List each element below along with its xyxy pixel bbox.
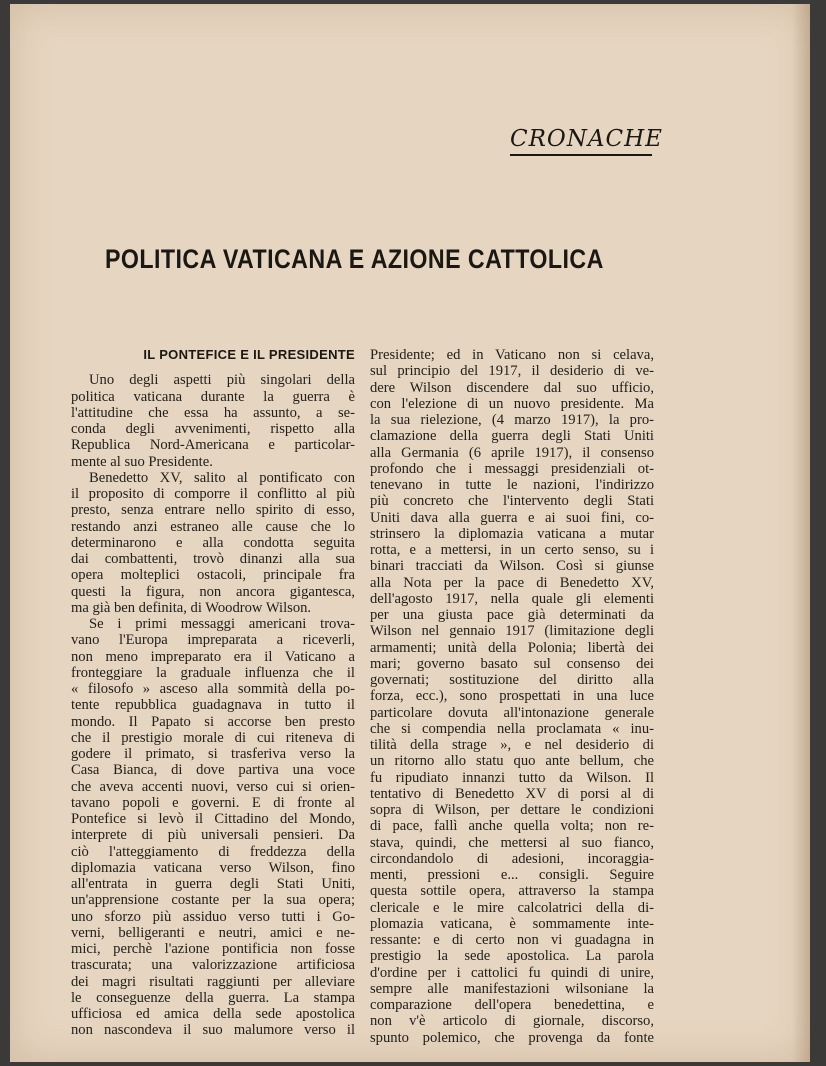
text-line: presto, senza entrare nello spirito di esso, xyxy=(71,502,355,519)
article-subtitle: IL PONTEFICE E IL PRESIDENTE xyxy=(143,347,355,362)
text-line: sempre alle manifestazioni wilsoniane la xyxy=(370,980,654,997)
text-line: fu ripudiato innanzi tutto da Wilson. Il xyxy=(370,769,654,786)
text-line: politica vaticana durante la guerra è xyxy=(71,388,355,405)
text-line: mari; governo basato sul consenso dei xyxy=(370,655,654,672)
text-line: conda degli avvenimenti, rispetto alla xyxy=(71,421,355,437)
text-line: ressante: e di certo non vi guadagna in xyxy=(370,932,654,948)
text-line: comparazione dell'opera benedettina, e xyxy=(370,997,654,1013)
text-line: Presidente; ed in Vaticano non si celava, xyxy=(370,347,654,363)
text-line: non nascondeva il suo malumore verso il xyxy=(71,1022,355,1039)
text-line: fronteggiare la graduale influenza che il xyxy=(71,664,355,681)
text-line: questi la figura, non ancora gigantesca, xyxy=(71,583,355,600)
text-line: che si compendia nella proclamata « inu- xyxy=(370,720,654,737)
left-column-text xyxy=(71,372,355,1038)
text-line: di pace, fallì anche quella volta; non re- xyxy=(370,818,654,835)
text-line: il proposito di comporre il conflitto al più xyxy=(71,486,355,502)
text-line: tentativo di Benedetto XV di porsi al di xyxy=(370,785,654,802)
text-line: uno sforzo più assiduo verso tutti i Go- xyxy=(71,908,355,925)
text-line: all'entrata in guerra degli Stati Uniti, xyxy=(71,876,355,892)
text-line: Uno degli aspetti più singolari della xyxy=(89,372,355,389)
text-line: diplomazia vaticana verso Wilson, fino xyxy=(71,859,355,876)
text-line: dell'agosto 1917, nella quale gli elementi xyxy=(370,590,654,607)
text-line: con l'elezione di un nuovo presidente. Ma xyxy=(370,395,654,412)
text-line: per una giusta pace già determinati da xyxy=(370,607,654,623)
text-line: tente repubblica guadagnava in tutto il xyxy=(71,697,355,714)
text-line: Se i primi messaggi americani trova- xyxy=(89,616,355,632)
text-line: l'attitudine che essa ha assunto, a se- xyxy=(71,404,355,421)
text-line: particolare dovuta all'intonazione generale xyxy=(370,704,654,721)
text-line: mici, perchè l'azione pontificia non fosse xyxy=(71,941,355,957)
text-line: Republica Nord-Americana e particolar- xyxy=(71,437,355,454)
right-column-text xyxy=(370,347,654,1046)
text-line: mondo. Il Papato si accorse ben presto xyxy=(71,713,355,730)
text-line: opera molteplici ostacoli, principale fra xyxy=(71,567,355,584)
text-line: circondandolo di adesioni, incoraggia- xyxy=(370,850,654,867)
text-line: Casa Bianca, di dove partiva una voce xyxy=(71,762,355,779)
text-line: clericale e le mire calcolatrici della di- xyxy=(370,899,654,916)
text-line: tavano popoli e governi. E di fronte al xyxy=(71,794,355,811)
article-title: POLITICA VATICANA E AZIONE CATTOLICA xyxy=(105,244,604,274)
text-line: un'apprensione costante per la sua opera; xyxy=(71,892,355,909)
text-line: armamenti; unità della Polonia; libertà dei xyxy=(370,639,654,656)
text-line: ma già ben definita, di Woodrow Wilson. xyxy=(71,599,312,616)
text-line: ciò l'atteggiamento di freddezza della xyxy=(71,843,355,860)
text-line: plomazia vaticana, è sommamente inte- xyxy=(370,915,654,932)
text-line: mente al suo Presidente. xyxy=(71,453,213,470)
text-line: tenevano in tutte le nazioni, l'indirizzo xyxy=(370,477,654,493)
text-line: profondo che i messaggi presidenziali ot- xyxy=(370,460,654,477)
left-column xyxy=(71,347,355,1039)
text-line: questa sottile opera, attraverso la stampa xyxy=(370,883,654,900)
text-line: Benedetto XV, salito al pontificato con xyxy=(89,469,355,486)
text-line: tilità della strage », e nel desiderio di xyxy=(370,737,654,753)
text-line: ufficiosa ed amica della sede apostolica xyxy=(71,1006,355,1022)
text-line: Uniti dava alla guerra e ai suoi fini, co- xyxy=(370,509,654,526)
text-line: dei magri risultati raggiunti per alleviare xyxy=(71,973,355,990)
text-line: non meno impreparato era il Vaticano a xyxy=(71,648,355,665)
text-line: alla Nota per la pace di Benedetto XV, xyxy=(370,574,654,591)
page xyxy=(10,4,810,1062)
text-line: sul principio del 1917, il desiderio di ve- xyxy=(370,363,654,380)
text-line: spunto polemico, che provenga da fonte xyxy=(370,1029,654,1046)
text-line: vano l'Europa impreparata a riceverli, xyxy=(71,632,355,649)
section-heading: CRONACHE xyxy=(510,126,652,156)
text-line: binari tracciati da Wilson. Così si giunse xyxy=(370,558,654,575)
text-line: « filosofo » asceso alla sommità della po- xyxy=(71,681,355,697)
text-line: che aveva accenti nuovi, verso cui si orien- xyxy=(71,778,355,795)
text-line: rotta, e a mettersi, in un certo senso, su i xyxy=(370,542,654,558)
text-line: Pontefice si levò il Cittadino del Mondo, xyxy=(71,811,355,827)
text-line: che il prestigio morale di cui riteneva di xyxy=(71,729,355,746)
text-line: Wilson nel gennaio 1917 (limitazione degli xyxy=(370,623,654,640)
text-line: governati; sostituzione del diritto alla xyxy=(370,672,654,688)
text-line: la sua rielezione, (4 marzo 1917), la pro- xyxy=(370,412,654,428)
text-line: strinsero la diplomazia vaticana a mutar xyxy=(370,525,654,542)
text-line: dai combattenti, trovò dinanzi alla sua xyxy=(71,551,355,567)
text-line: prestigio la sede apostolica. La parola xyxy=(370,948,654,965)
text-line: non v'è articolo di giornale, discorso, xyxy=(370,1013,654,1030)
text-line: un ritorno allo statu quo ante bellum, che xyxy=(370,753,654,770)
text-line: verni, belligeranti e neutri, amici e ne- xyxy=(71,924,355,941)
text-line: le conseguenze della guerra. La stampa xyxy=(71,989,355,1006)
text-line: più concreto che l'intervento degli Stati xyxy=(370,493,654,510)
text-line: determinarono e alla condotta seguita xyxy=(71,534,355,551)
text-line: interprete di più universali pensieri. Da xyxy=(71,827,355,844)
text-line: clamazione della guerra degli Stati Uniti xyxy=(370,428,654,445)
text-line: d'ordine per i cattolici fu quindi di unire, xyxy=(370,964,654,981)
right-column xyxy=(370,347,654,1046)
text-line: godere il primato, si trasferiva verso la xyxy=(71,746,355,762)
text-line: sopra di Wilson, per dettare le condizioni xyxy=(370,802,654,818)
text-line: restando anzi estraneo alle cause che lo xyxy=(71,518,355,535)
text-line: forza, ecc.), sono prospettati in una luce xyxy=(370,688,654,705)
text-line: trascurata; una valorizzazione artificiosa xyxy=(71,957,355,974)
text-line: stava, quindi, che mettersi al suo fianco, xyxy=(370,834,654,851)
text-line: dere Wilson discendere dal suo ufficio, xyxy=(370,379,654,396)
text-line: alla Germania (6 aprile 1917), il consenso xyxy=(370,444,654,461)
text-line: menti, pressioni e... consigli. Seguire xyxy=(370,867,654,883)
